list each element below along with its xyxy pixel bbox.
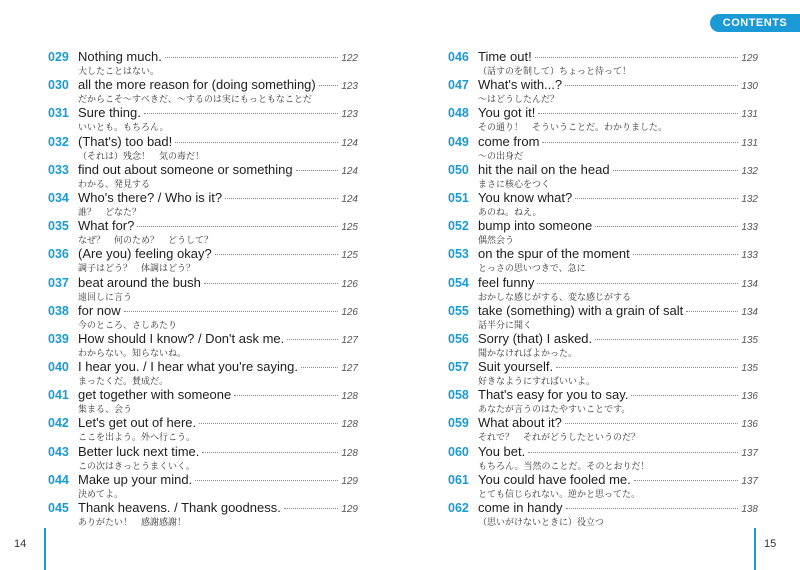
entry-translation: とっさの思いつきで、急に (478, 263, 586, 274)
entry-phrase: for now (78, 302, 121, 318)
entry-translation: 調子はどう？ 体調はどう？ (78, 263, 196, 274)
entry-phrase: You could have fooled me. (478, 471, 631, 487)
entry-page: 135 (741, 363, 758, 375)
toc-entry-row (448, 105, 758, 122)
toc-entry-row (48, 472, 358, 489)
leader-dots (631, 395, 738, 396)
entry-number: 045 (48, 501, 69, 515)
toc-entry[interactable] (448, 444, 758, 472)
entry-translation: だからこそ～すべきだ、～するのは実にもっともなことだ (78, 94, 312, 105)
entry-page: 129 (741, 53, 758, 64)
toc-entry[interactable] (448, 415, 758, 443)
entry-phrase: Who's there? / Who is it? (78, 189, 223, 205)
toc-entry[interactable] (448, 331, 758, 359)
entry-page: 133 (741, 250, 758, 262)
entry-phrase: come in handy (478, 500, 563, 515)
toc-entry-row (448, 77, 758, 94)
leader-dots (319, 85, 339, 86)
entry-translation: あなたが言うのはたやすいことです。 (478, 404, 631, 415)
toc-entry-row (448, 49, 758, 66)
entry-translation: その通り！ そういうことだ。わかりました。 (478, 122, 668, 133)
entry-number: 062 (448, 501, 469, 515)
entry-translation: おかしな感じがする、変な感じがする (478, 291, 632, 302)
entry-page: 129 (341, 504, 358, 515)
entry-page: 134 (741, 306, 758, 318)
entry-translation: 大したことはない。 (78, 66, 160, 76)
entry-number: 059 (448, 416, 469, 431)
leader-dots (565, 85, 738, 86)
leader-dots (565, 423, 738, 424)
toc-entry[interactable] (48, 77, 358, 105)
entry-number: 047 (448, 78, 469, 93)
entry-translation: 偶然会う (478, 235, 515, 246)
entry-phrase: bump into someone (478, 218, 593, 234)
entry-number: 037 (48, 275, 69, 290)
entry-number: 051 (448, 190, 469, 205)
entry-phrase: You bet. (478, 443, 526, 459)
toc-entry-row (48, 444, 358, 461)
entry-phrase: Sure thing. (78, 105, 141, 121)
toc-entry[interactable] (448, 246, 758, 274)
entry-number: 039 (48, 331, 69, 346)
entry-number: 058 (448, 388, 469, 403)
toc-entry[interactable] (448, 77, 758, 105)
toc-entry-row (48, 77, 358, 94)
entry-number: 060 (448, 444, 469, 459)
entry-number: 040 (48, 360, 69, 375)
leader-dots (225, 198, 338, 199)
toc-entry-row (448, 303, 758, 320)
toc-entry[interactable] (48, 500, 358, 528)
entry-page: 124 (341, 193, 358, 205)
toc-entry-row (48, 134, 358, 151)
entry-number: 044 (48, 472, 69, 487)
entry-page: 134 (741, 278, 758, 290)
toc-entry-row (448, 500, 758, 517)
entry-page: 136 (741, 419, 758, 431)
leader-dots (535, 57, 739, 58)
entry-translation: ここを出よう。外へ行こう。 (78, 432, 196, 443)
toc-entry[interactable] (448, 275, 758, 303)
toc-entry[interactable] (48, 275, 358, 303)
entry-phrase: You got it! (478, 105, 536, 121)
toc-entry-row (48, 275, 358, 292)
entry-translation: （思いがけないときに）役立つ (478, 517, 605, 527)
leader-dots (199, 423, 338, 424)
entry-page: 122 (341, 53, 358, 64)
entry-number: 052 (448, 219, 469, 234)
entry-page: 130 (741, 81, 758, 93)
leader-dots (595, 226, 738, 227)
toc-entry-row (448, 387, 758, 404)
entry-translation: 遠回しに言う (78, 291, 133, 302)
entry-phrase: Better luck next time. (78, 443, 200, 459)
toc-entry[interactable] (48, 387, 358, 415)
toc-entry[interactable] (448, 472, 758, 500)
entry-number: 050 (448, 162, 469, 177)
leader-dots (284, 508, 338, 509)
entry-number: 030 (48, 78, 69, 93)
leader-dots (234, 395, 338, 396)
toc-entry[interactable] (48, 415, 358, 443)
entry-phrase: Make up your mind. (78, 471, 193, 487)
toc-entry[interactable] (448, 162, 758, 190)
toc-entry[interactable] (48, 472, 358, 500)
leader-dots (542, 142, 738, 143)
entry-phrase: I hear you. / I hear what you're saying. (78, 359, 298, 375)
entry-page: 128 (341, 447, 358, 459)
leader-dots (137, 226, 338, 227)
contents-column-left (48, 49, 358, 528)
entry-phrase: What for? (78, 218, 135, 234)
entry-page: 131 (741, 137, 758, 149)
entry-number: 054 (448, 275, 469, 290)
entry-number: 055 (448, 303, 469, 318)
entry-translation: いいとも。もちろん。 (78, 122, 169, 133)
entry-phrase: hit the nail on the head (478, 161, 610, 177)
toc-entry[interactable] (448, 105, 758, 133)
entry-phrase: Sorry (that) I asked. (478, 330, 593, 346)
entry-number: 061 (448, 472, 469, 487)
toc-entry-row (48, 359, 358, 376)
entry-number: 046 (448, 50, 469, 64)
toc-entry[interactable] (448, 387, 758, 415)
toc-entry-row (448, 472, 758, 489)
entry-phrase: Let's get out of here. (78, 415, 197, 431)
entry-page: 133 (741, 222, 758, 234)
entry-phrase: beat around the bush (78, 274, 201, 290)
entry-number: 049 (448, 134, 469, 149)
leader-dots (287, 339, 338, 340)
entry-phrase: (That's) too bad! (78, 133, 173, 149)
entry-number: 056 (448, 331, 469, 346)
entry-phrase: find out about someone or something (78, 161, 293, 177)
leader-dots (202, 452, 338, 453)
contents-column-right (448, 49, 758, 528)
leader-dots (165, 57, 338, 58)
toc-entry-row (48, 190, 358, 207)
contents-banner: CONTENTS (710, 14, 800, 32)
entry-translation: （話すのを制して）ちょっと待って！ (478, 66, 632, 76)
toc-entry[interactable] (48, 162, 358, 190)
entry-translation: 聞かなければよかった。 (478, 347, 578, 358)
leader-dots (204, 283, 338, 284)
entry-number: 035 (48, 219, 69, 234)
entry-page: 132 (741, 193, 758, 205)
entry-translation: もちろん。当然のことだ。そのとおりだ！ (478, 460, 650, 471)
entry-translation: ありがたい！ 感謝感謝！ (78, 517, 187, 527)
entry-page: 137 (741, 475, 758, 487)
toc-entry[interactable] (48, 331, 358, 359)
leader-dots (633, 254, 739, 255)
leader-dots (575, 198, 738, 199)
entry-translation: まったくだ。賛成だ。 (78, 376, 169, 387)
entry-translation: 集まる、会う (78, 404, 133, 415)
leader-dots (634, 480, 739, 481)
leader-dots (301, 367, 338, 368)
entry-phrase: take (something) with a grain of salt (478, 302, 684, 318)
toc-entry[interactable] (448, 134, 758, 162)
entry-number: 029 (48, 50, 69, 64)
toc-entry[interactable] (448, 49, 758, 77)
entry-translation: あのね。ねえ。 (478, 206, 542, 217)
entry-translation: とても信じられない。逆かと思ってた。 (478, 488, 641, 499)
entry-phrase: all the more reason for (doing something) (78, 77, 316, 93)
entry-page: 124 (341, 165, 358, 177)
entry-number: 033 (48, 162, 69, 177)
entry-phrase: That's easy for you to say. (478, 387, 629, 403)
entry-page: 125 (341, 250, 358, 262)
page-number-left: 14 (14, 538, 27, 550)
entry-page: 127 (341, 334, 358, 346)
toc-entry[interactable] (48, 218, 358, 246)
entry-translation: わかる、発見する (78, 178, 151, 189)
toc-entry[interactable] (48, 49, 358, 77)
toc-entry-row (48, 49, 358, 66)
toc-entry-row (48, 162, 358, 179)
toc-entry[interactable] (48, 134, 358, 162)
toc-entry-row (48, 500, 358, 517)
entry-phrase: on the spur of the moment (478, 246, 630, 262)
toc-entry-row (448, 190, 758, 207)
entry-phrase: How should I know? / Don't ask me. (78, 330, 285, 346)
toc-entry[interactable] (48, 190, 358, 218)
entry-page: 124 (341, 137, 358, 149)
leader-dots (556, 367, 738, 368)
leader-dots (538, 113, 738, 114)
entry-page: 123 (341, 81, 358, 93)
toc-entry-row (448, 275, 758, 292)
toc-entry-row (448, 444, 758, 461)
entry-number: 042 (48, 416, 69, 431)
entry-number: 038 (48, 303, 69, 318)
entry-phrase: Thank heavens. / Thank goodness. (78, 500, 281, 515)
leader-dots (124, 311, 339, 312)
entry-number: 041 (48, 388, 69, 403)
entry-number: 036 (48, 247, 69, 262)
entry-page: 131 (741, 109, 758, 121)
entry-phrase: You know what? (478, 189, 573, 205)
toc-entry-row (448, 359, 758, 376)
toc-entry-row (448, 218, 758, 235)
entry-number: 053 (448, 247, 469, 262)
entry-phrase: come from (478, 133, 540, 149)
leader-dots (144, 113, 338, 114)
entry-translation: この次はきっとうまくいく。 (78, 460, 195, 471)
toc-entry-row (448, 331, 758, 348)
toc-entry[interactable] (48, 246, 358, 274)
toc-entry-row (48, 415, 358, 432)
entry-number: 048 (448, 106, 469, 121)
leader-dots (537, 283, 738, 284)
entry-page: 136 (741, 391, 758, 403)
entry-page: 137 (741, 447, 758, 459)
toc-entry[interactable] (48, 303, 358, 331)
entry-page: 126 (341, 306, 358, 318)
entry-translation: 今のところ、さしあたり (78, 319, 178, 330)
entry-translation: （それは）残念！ 気の毒だ！ (78, 150, 205, 161)
entry-page: 135 (741, 334, 758, 346)
leader-dots (613, 170, 739, 171)
entry-page: 132 (741, 165, 758, 177)
leader-dots (595, 339, 738, 340)
toc-entry[interactable] (48, 444, 358, 472)
toc-entry-row (48, 331, 358, 348)
toc-entry-row (448, 415, 758, 432)
entry-translation: わからない。知らないね。 (78, 347, 187, 358)
toc-entry-row (448, 162, 758, 179)
entry-translation: 誰？ どなた？ (78, 206, 142, 217)
entry-page: 129 (341, 475, 358, 487)
entry-phrase: (Are you) feeling okay? (78, 246, 212, 262)
entry-translation: 好きなようにすればいいよ。 (478, 376, 596, 387)
leader-dots (686, 311, 738, 312)
entry-phrase: What's with...? (478, 77, 563, 93)
toc-entry-row (48, 246, 358, 263)
entry-number: 031 (48, 106, 69, 121)
entry-page: 138 (741, 504, 758, 515)
toc-entry-row (48, 105, 358, 122)
page-divider-left (44, 528, 46, 570)
entry-page: 123 (341, 109, 358, 121)
toc-entry[interactable] (448, 190, 758, 218)
toc-entry-row (48, 218, 358, 235)
entry-phrase: Suit yourself. (478, 359, 554, 375)
leader-dots (195, 480, 338, 481)
toc-entry[interactable] (48, 359, 358, 387)
toc-entry[interactable] (448, 303, 758, 331)
entry-translation: なぜ？ 何のため？ どうして？ (78, 235, 214, 246)
leader-dots (215, 254, 339, 255)
toc-entry-row (448, 134, 758, 151)
entry-translation: 決めてよ。 (78, 488, 124, 499)
toc-entry[interactable] (448, 500, 758, 528)
entry-translation: それで？ それがどうしたというのだ？ (478, 432, 641, 443)
page-number-right: 15 (764, 538, 777, 550)
entry-number: 057 (448, 360, 469, 375)
page-divider-right (754, 528, 756, 570)
toc-entry-row (48, 303, 358, 320)
leader-dots (296, 170, 339, 171)
entry-number: 034 (48, 190, 69, 205)
entry-translation: まさに核心をつく (478, 178, 551, 189)
entry-phrase: feel funny (478, 274, 535, 290)
leader-dots (566, 508, 739, 509)
entry-phrase: get together with someone (78, 387, 232, 403)
entry-phrase: Time out! (478, 49, 532, 64)
entry-page: 128 (341, 419, 358, 431)
leader-dots (175, 142, 338, 143)
toc-entry-row (448, 246, 758, 263)
entry-translation: ～はどうしたんだ？ (478, 94, 560, 105)
entry-number: 032 (48, 134, 69, 149)
entry-page: 125 (341, 222, 358, 234)
leader-dots (528, 452, 738, 453)
entry-page: 128 (341, 391, 358, 403)
entry-phrase: What about it? (478, 415, 562, 431)
toc-entry[interactable] (448, 359, 758, 387)
toc-entry-row (48, 387, 358, 404)
toc-entry[interactable] (448, 218, 758, 246)
entry-translation: 話半分に聞く (478, 319, 533, 330)
entry-number: 043 (48, 444, 69, 459)
entry-page: 127 (341, 363, 358, 375)
entry-translation: ～の出身だ (478, 150, 524, 161)
toc-entry[interactable] (48, 105, 358, 133)
entry-phrase: Nothing much. (78, 49, 162, 64)
entry-page: 126 (341, 278, 358, 290)
